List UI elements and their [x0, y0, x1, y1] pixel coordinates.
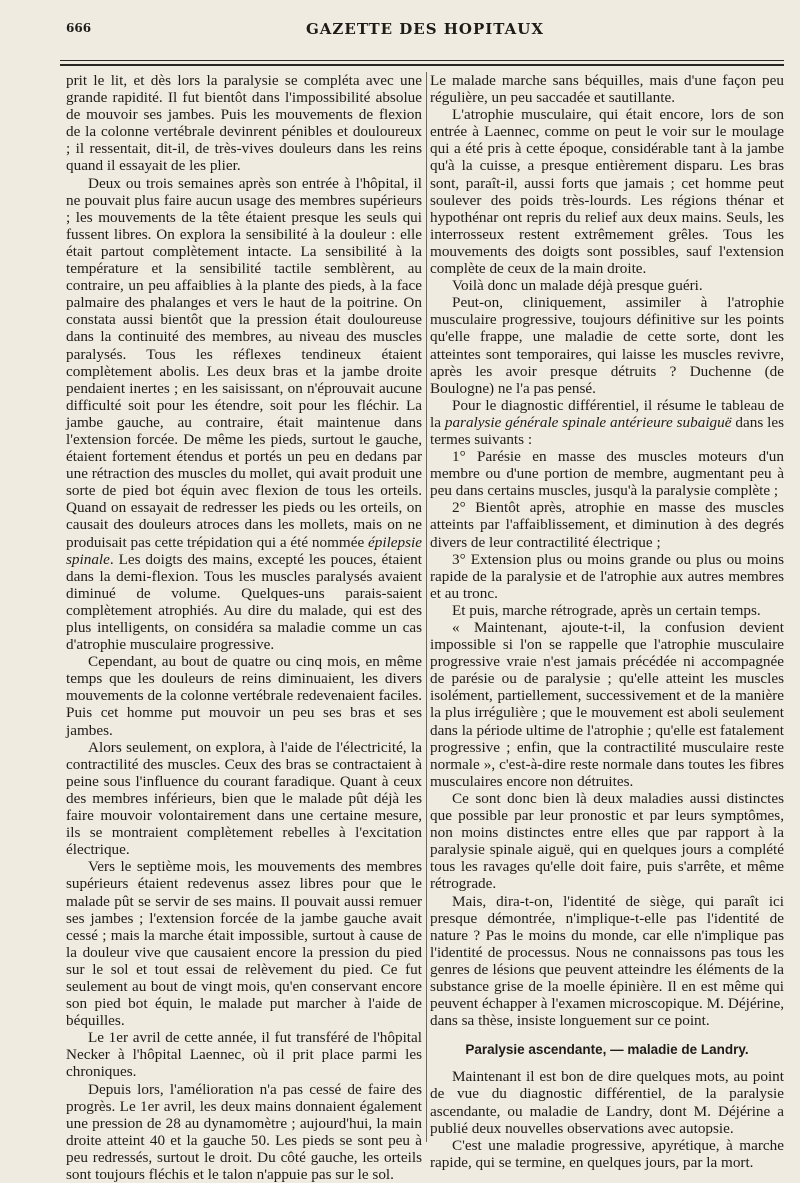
- paragraph: Peut-on, cliniquement, assimiler à l'atrophie musculaire progressive, toujours définitive sur les points qu'elle frappe, une maladie de cette sorte, dont les atteintes sont temporaires, qui laisse les muscles revivre, après les avoir presque détruits ? Duchenne (de Boulogne) ne l'a pas pensé.: [430, 294, 784, 397]
- paragraph-text: Deux ou trois semaines après son entrée à l'hôpital, il ne pouvait plus faire aucun usage des membres supérieurs ; les mouvements de la tête étaient presque les seuls qui fussent libres. On explora la sensibilité à la douleur : elle était partout complètement intacte. La sensibilité à la température et la sensibilité tactile semblèrent, au contraire, un peu affaiblies à la plante des pieds, à la face palmaire des phalanges et vers le haut de la poitrine. On constata aussi bientôt que la pression était douloureuse dans la continuité des membres, au niveau des muscles paralysés. Tous les réflexes tendineux étaient complètement abolis. Les deux bras et la jambe droite pendaient inertes ; en les saisissant, on n'éprouvait aucune difficulté soit pour les étendre, soit pour les fléchir. La jambe gauche, au contraire, était maintenue dans l'extension forcée. De même les pieds, surtout le gauche, étaient fortement étendus et portés un peu en dedans par une rétraction des muscles du mollet, qui avait produit une sorte de pied bot équin avec flexion de tous les orteils. Quand on essayait de redresser les pieds ou les orteils, on causait des douleurs atroces dans les mollets, mais on ne produisait pas cette trépidation qui a été nommée: [66, 174, 422, 551]
- paragraph: Et puis, marche rétrograde, après un certain temps.: [452, 601, 761, 619]
- paragraph: Depuis lors, l'amélioration n'a pas cessé de faire des progrès. Le 1er avril, les deux mains donnaient également une pression de 28 au dynamomètre ; aujourd'hui, la main droite atteint 40 et la gauche 50. Les pieds se sont peu à peu redressés, surtout le droit. Du côté gauche, les orteils sont toujours fléchis et le talon n'appuie pas sur le sol.: [66, 1080, 422, 1183]
- left-column: [66, 72, 423, 1183]
- page-header: [66, 20, 784, 46]
- paragraph: Alors seulement, on explora, à l'aide de l'électricité, la contractilité des muscles. Ceux des bras se contractaient à peine sous l'influence du courant faradique. Quant à ceux des membres inférieurs, bien que le malade pût déjà les faire mouvoir volontairement dans une certaine mesure, ils se montraient complètement rebelles à l'excitation électrique.: [66, 738, 422, 859]
- paragraph: Vers le septième mois, les mouvements des membres supérieurs étaient redevenus assez libres pour que le malade pût se servir de ses mains. Il pouvait aussi remuer ses jambes ; l'extension forcée de la jambe gauche avait cessé ; mais la marche était impossible, surtout à cause de la douleur vive que causaient encore la pression du pied sur le sol et tout essai de relèvement du pied. Ce fut seulement au bout de vingt mois, qu'en conservant encore son pied bot équin, le malade put marcher à l'aide de béquilles.: [66, 858, 422, 1030]
- paragraph: [430, 397, 784, 448]
- paragraph-text: Pour le diagnostic différentiel, il résume le tableau de la: [430, 396, 784, 431]
- paragraph: Le 1er avril de cette année, il fut transféré de l'hôpital Necker à l'hôpital Laennec, où il prit place parmi les chroniques.: [66, 1029, 422, 1081]
- paragraph-text: dans les termes suivants :: [430, 413, 784, 448]
- page-number: 666: [66, 21, 92, 35]
- paragraph: Ce sont donc bien là deux maladies aussi distinctes que possible par leur pronostic et par leurs symptômes, non moins distinctes entre elles que par rapport à la paralysie spinale aiguë, qui en quelques jours a complété tous les ravages qu'elle doit faire, puis s'arrête, et même rétrograde.: [430, 789, 784, 893]
- paragraph: C'est une maladie progressive, apyrétique, à marche rapide, qui se termine, en quelques jours, par la mort.: [430, 1136, 784, 1171]
- journal-title: GAZETTE DES HOPITAUX: [305, 20, 544, 38]
- quote-paragraph: « Maintenant, ajoute-t-il, la confusion devient impossible si l'on se rappelle que l'atrophie musculaire progressive vraie n'est jamais précédée ni accompagnée de parésie ou de paralysie ; qu'elle atteint les muscles isolément, partiellement, successivement et de la manière la plus irrégulière ; que le mouvement est aboli seulement dans la période ultime de l'atrophie ; qu'elle est fatalement progressive ; enfin, que la contractilité musculaire reste normale », c'est-à-dire reste normale dans toutes les fibres musculaires encore non détruites.: [430, 619, 784, 790]
- paragraph: prit le lit, et dès lors la paralysie se compléta avec une grande rapidité. Il fut bientôt dans l'impossibilité absolue de mouvoir ses jambes. Puis les mouvements de flexion de la colonne vertébrale devinrent pénibles et douloureux ; il ressentait, dit-il, de très-vives douleurs dans les reins quand il essayait de les plier.: [66, 72, 422, 175]
- paragraph-text: . Les doigts des mains, excepté les pouces, étaient dans la demi-flexion. Tous les muscles paralysés avaient diminué de volume. Quelques-uns parais-saient complètement atrophiés. Au dire du malade, qui est des plus intelligents, on considéra sa maladie comme un cas d'atrophie musculaire progressive.: [66, 550, 422, 654]
- header-rule-thin: [60, 60, 784, 61]
- list-item: 2° Bientôt après, atrophie en masse des muscles atteints par l'affaiblissement, et diminution à des degrés divers de leur contractilité électrique ;: [430, 499, 784, 551]
- list-item: 1° Parésie en masse des muscles moteurs d'un membre ou d'une portion de membre, augmentant peu à peu dans certains muscles, jusqu'à la paralysie complète ;: [430, 448, 784, 500]
- paragraph: Voilà donc un malade déjà presque guéri.: [452, 277, 703, 295]
- paragraph: Cependant, au bout de quatre ou cinq mois, en même temps que les douleurs de reins diminuaient, les divers mouvements de la colonne vertébrale redevenaient faciles. Puis cet homme put mouvoir un peu ses bras et ses jambes.: [66, 653, 422, 739]
- paragraph: Mais, dira-t-on, l'identité de siège, qui paraît ici presque démontrée, n'implique-t-elle pas l'identité de nature ? Pas le moins du monde, car elle n'implique pas l'identité de processus. Nous ne connaissons pas tous les genres de lésions que peuvent atteindre les éléments de la substance grise de la moelle épinière. Il en est même qui peuvent échapper à l'examen microscopique. M. Déjérine, dans sa thèse, insiste longuement sur ce point.: [430, 892, 784, 1030]
- italic-term: épilepsie spinale: [66, 533, 423, 568]
- paragraph: Maintenant il est bon de dire quelques mots, au point de vue du diagnostic différentiel, de la paralysie ascendante, ou maladie de Landry, dont M. Déjérine a publié deux nouvelles observations avec autopsie.: [430, 1068, 784, 1137]
- list-item: 3° Extension plus ou moins grande ou plus ou moins rapide de la paralysie et de l'atrophie aux autres membres et au tronc.: [430, 550, 784, 602]
- section-heading: Paralysie ascendante, — maladie de Landry.: [465, 1042, 749, 1058]
- italic-term: paralysie générale spinale antérieure subaiguë: [444, 413, 732, 431]
- right-column: [430, 72, 784, 1171]
- column-divider: [426, 72, 427, 1142]
- paragraph: L'atrophie musculaire, qui était encore, lors de son entrée à Laennec, comme on peut le voir sur le moulage qui a été pris à cette époque, considérable tant à la jambe qu'à la cuisse, a presque entièrement disparu. Les bras sont, paraît-il, aussi forts que jamais ; cet homme peut soulever des poids très-lourds. Les régions thénar et hypothénar ont repris du relief aux deux mains. Seuls, les interrosseux restent extrêmement grêles. Tous les mouvements des doigts sont possibles, sauf l'extension complète de ceux de la main droite.: [430, 106, 784, 278]
- header-rule-thick: [60, 64, 784, 66]
- paragraph: Le malade marche sans béquilles, mais d'une façon peu régulière, un peu saccadée et sautillante.: [430, 72, 784, 107]
- paragraph: [66, 175, 422, 654]
